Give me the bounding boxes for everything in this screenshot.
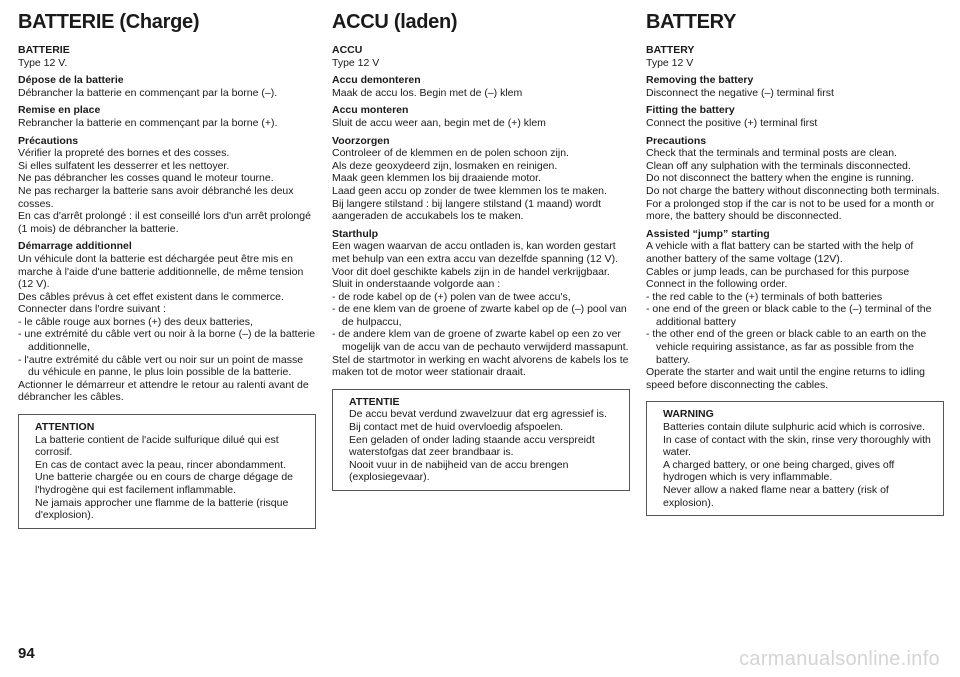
section bbox=[18, 240, 316, 404]
section-heading: Voorzorgen bbox=[332, 134, 390, 147]
paragraph: Type 12 V bbox=[646, 56, 694, 69]
paragraph: Clean off any sulphation with the terminals disconnected. bbox=[646, 159, 911, 172]
paragraph: Bij langere stilstand : bij langere stilstand (1 maand) wordt aangeraden de accukabels los te maken. bbox=[332, 197, 602, 223]
paragraph: Connect in the following order. bbox=[646, 278, 788, 291]
paragraph: Si elles sulfatent les desserrer et les nettoyer. bbox=[18, 159, 230, 172]
section-heading: Précautions bbox=[18, 134, 79, 147]
warning-box bbox=[332, 389, 630, 491]
warning-text: Ne jamais approcher une flamme de la batterie (risque d'explosion). bbox=[35, 496, 289, 522]
warning-text: In case of contact with the skin, rinse very thoroughly with water. bbox=[663, 433, 931, 459]
paragraph: Ne pas débrancher les cosses quand le moteur tourne. bbox=[18, 172, 274, 185]
warning-text: Une batterie chargée ou en cours de charge dégage de l'hydrogène qui est facilement inflammable. bbox=[35, 471, 294, 496]
paragraph: Connecter dans l'ordre suivant : bbox=[18, 303, 166, 316]
watermark: carmanualsonline.info bbox=[739, 648, 940, 670]
column-title: BATTERIE (Charge) bbox=[18, 11, 200, 33]
warning-heading: ATTENTION bbox=[35, 421, 95, 434]
section-heading: Precautions bbox=[646, 134, 707, 147]
paragraph: Débrancher la batterie en commençant par la borne (–). bbox=[18, 86, 278, 99]
column-dutch bbox=[332, 10, 630, 491]
section-heading: ACCU bbox=[332, 44, 363, 56]
section bbox=[646, 74, 944, 99]
section bbox=[332, 104, 630, 129]
paragraph: Disconnect the negative (–) terminal first bbox=[646, 86, 834, 99]
list-item: - une extrémité du câble vert ou noir à la borne (–) de la batterie additionnelle, bbox=[18, 328, 316, 354]
paragraph: Check that the terminals and terminal posts are clean. bbox=[646, 147, 897, 160]
list-item: - le câble rouge aux bornes (+) des deux batteries, bbox=[18, 315, 253, 328]
section-heading: Dépose de la batterie bbox=[18, 74, 124, 87]
paragraph: Cables or jump leads, can be purchased for this purpose bbox=[646, 265, 910, 278]
paragraph: Maak de accu los. Begin met de (–) klem bbox=[332, 86, 523, 99]
column-english bbox=[646, 10, 944, 516]
warning-text: La batterie contient de l'acide sulfurique dilué qui est corrosif. bbox=[35, 433, 279, 459]
paragraph: Type 12 V bbox=[332, 56, 380, 69]
paragraph: Laad geen accu op zonder de twee klemmen los te maken. bbox=[332, 184, 607, 197]
section bbox=[332, 44, 630, 69]
warning-text: A charged battery, or one being charged, gives off hydrogen which is very inflammable. bbox=[663, 458, 895, 484]
warning-text: De accu bevat verdund zwavelzuur dat erg agressief is. bbox=[349, 408, 607, 421]
paragraph: Operate the starter and wait until the engine returns to idling speed before disconnecting the cables. bbox=[646, 366, 925, 391]
section-heading: Accu demonteren bbox=[332, 74, 421, 87]
section-heading: Removing the battery bbox=[646, 74, 754, 87]
section bbox=[18, 74, 316, 99]
paragraph: Ne pas recharger la batterie sans avoir débranché les deux cosses. bbox=[18, 184, 294, 210]
paragraph: Maak geen klemmen los bij draaiende motor. bbox=[332, 172, 541, 185]
paragraph: Een wagen waarvan de accu ontladen is, kan worden gestart met behulp van een extra accu van dezelfde spanning (12 V). Voor dit doel geschikte kabels zijn in de handel verkrijgbaar. bbox=[332, 240, 619, 278]
paragraph: Rebrancher la batterie en commençant par la borne (+). bbox=[18, 116, 278, 129]
list-item: - one end of the green or black cable to the (–) terminal of the additional battery bbox=[646, 303, 932, 328]
warning-heading: WARNING bbox=[663, 408, 714, 421]
column-title: BATTERY bbox=[646, 11, 737, 33]
paragraph: Sluit in onderstaande volgorde aan : bbox=[332, 278, 501, 291]
paragraph: Un véhicule dont la batterie est déchargée peut être mis en marche à l'aide d'une batterie additionnelle, de même tension (12 V). bbox=[18, 252, 304, 291]
section bbox=[18, 135, 316, 236]
list-item: - de ene klem van de groene of zwarte kabel op de (–) pool van de hulpaccu, bbox=[332, 303, 627, 328]
list-item: - the other end of the green or black cable to an earth on the vehicle requiring assistance, as far as possible from the battery. bbox=[646, 328, 927, 366]
paragraph: Des câbles prévus à cet effet existent dans le commerce. bbox=[18, 290, 284, 303]
section bbox=[646, 44, 944, 69]
section-heading: Fitting the battery bbox=[646, 104, 735, 117]
section-heading: Accu monteren bbox=[332, 104, 409, 117]
section-heading: Démarrage additionnel bbox=[18, 240, 132, 253]
paragraph: Als deze geoxydeerd zijn, losmaken en reinigen. bbox=[332, 159, 558, 172]
paragraph: Type 12 V. bbox=[18, 56, 68, 69]
column-french bbox=[18, 10, 316, 529]
warning-text: Nooit vuur in de nabijheid van de accu brengen (explosiegevaar). bbox=[349, 458, 569, 484]
section bbox=[646, 135, 944, 223]
section bbox=[332, 74, 630, 99]
section-heading: Remise en place bbox=[18, 104, 101, 117]
column-title: ACCU (laden) bbox=[332, 11, 458, 33]
section-heading: BATTERY bbox=[646, 44, 695, 56]
paragraph: Vérifier la propreté des bornes et des cosses. bbox=[18, 147, 230, 160]
page-number: 94 bbox=[18, 645, 35, 662]
list-item: - l'autre extrémité du câble vert ou noir sur un point de masse du véhicule en panne, le plus loin possible de la batterie. bbox=[18, 353, 304, 379]
section bbox=[18, 44, 316, 69]
paragraph: Actionner le démarreur et attendre le retour au ralenti avant de débrancher les câbles. bbox=[18, 378, 309, 404]
section bbox=[646, 104, 944, 129]
paragraph: Stel de startmotor in werking en wacht alvorens de kabels los te maken tot de motor weer stationair draait. bbox=[332, 353, 629, 379]
paragraph: A vehicle with a flat battery can be started with the help of another battery of the same voltage (12V). bbox=[646, 240, 914, 265]
section bbox=[646, 228, 944, 392]
section-heading: Assisted “jump” starting bbox=[646, 227, 770, 240]
list-item: - the red cable to the (+) terminals of both batteries bbox=[646, 290, 883, 303]
paragraph: Sluit de accu weer aan, begin met de (+) klem bbox=[332, 116, 546, 129]
list-item: - de rode kabel op de (+) polen van de twee accu's, bbox=[332, 290, 571, 303]
paragraph: For a prolonged stop if the car is not to be used for a month or more, the battery should be disconnected. bbox=[646, 197, 935, 223]
section-heading: Starthulp bbox=[332, 227, 379, 240]
list-item: - de andere klem van de groene of zwarte kabel op een zo ver mogelijk van de accu van de pechauto verwijderd massapunt. bbox=[332, 328, 629, 354]
warning-text: En cas de contact avec la peau, rincer abondamment. bbox=[35, 458, 286, 471]
paragraph: Controleer of de klemmen en de polen schoon zijn. bbox=[332, 147, 569, 160]
warning-text: Bij contact met de huid overvloedig afspoelen. bbox=[349, 421, 564, 434]
paragraph: Do not charge the battery without disconnecting both terminals. bbox=[646, 184, 940, 197]
warning-text: Batteries contain dilute sulphuric acid which is corrosive. bbox=[663, 421, 926, 434]
paragraph: En cas d'arrêt prolongé : il est conseillé lors d'un arrêt prolongé (1 mois) de débrancher la batterie. bbox=[18, 210, 311, 235]
warning-heading: ATTENTIE bbox=[349, 395, 400, 408]
section bbox=[332, 135, 630, 223]
warning-text: Een geladen of onder lading staande accu verspreidt waterstofgas dat zeer brandbaar is. bbox=[349, 433, 595, 459]
paragraph: Connect the positive (+) terminal first bbox=[646, 116, 818, 129]
paragraph: Do not disconnect the battery when the engine is running. bbox=[646, 172, 914, 185]
section bbox=[18, 104, 316, 129]
warning-box bbox=[646, 401, 944, 516]
warning-text: Never allow a naked flame near a battery (risk of explosion). bbox=[663, 484, 889, 509]
section bbox=[332, 228, 630, 379]
warning-box bbox=[18, 414, 316, 529]
section-heading: BATTERIE bbox=[18, 44, 70, 56]
